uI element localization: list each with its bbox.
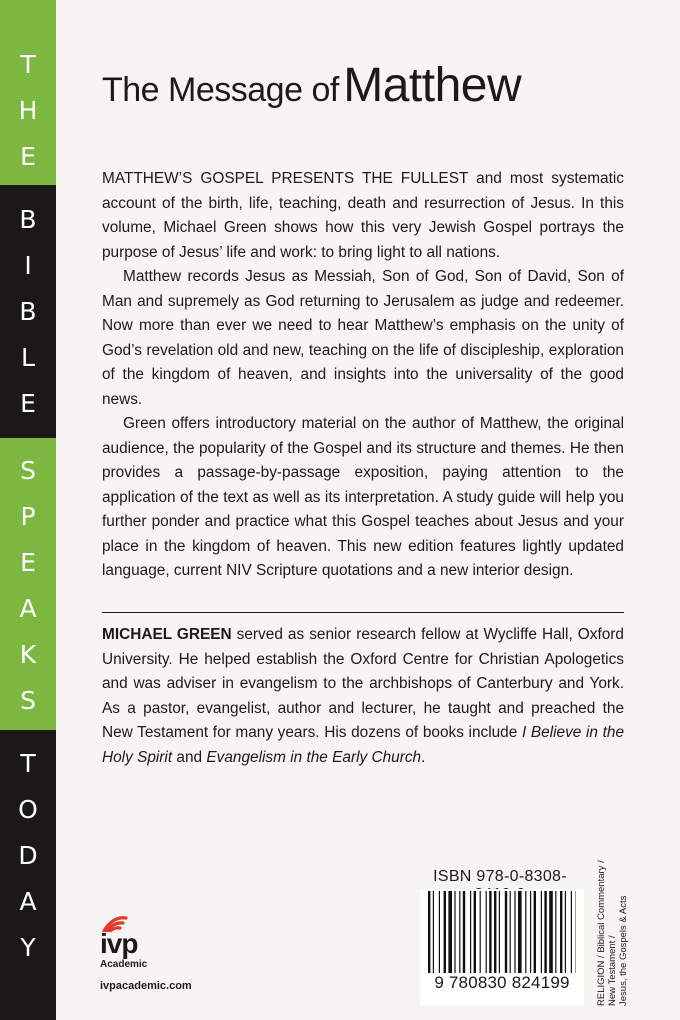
spine-letter: H — [18, 96, 38, 125]
bio-text: and — [172, 748, 207, 766]
barcode-bar — [494, 891, 496, 973]
book-reference: Evangelism in the Early Church — [206, 748, 422, 766]
publisher-imprint: Academic — [100, 959, 148, 970]
barcode-bar — [555, 891, 556, 973]
spine-letter: P — [20, 502, 36, 531]
barcode-bar — [510, 891, 511, 973]
barcode-bar — [444, 891, 446, 973]
barcode-bar — [489, 891, 491, 973]
barcode-bar — [560, 891, 562, 973]
barcode-bar — [428, 891, 430, 973]
description-paragraph: MATTHEW’S GOSPEL PRESENTS THE FULLEST and most systematic account of the birth, life, teaching, death and resurrection of Jesus. In this volume, Michael Green shows how this very Jewish Gospel portrays the purpose of Jesus’ life and work: to bring light to all nations. — [102, 170, 624, 261]
spine-letter: E — [20, 142, 36, 171]
bio-text: . — [421, 748, 426, 766]
barcode-bar — [571, 891, 572, 973]
barcode-panel — [420, 889, 584, 1005]
publisher-wordmark: ivp — [100, 928, 138, 959]
barcode-bar — [433, 891, 434, 973]
book-description — [102, 167, 624, 584]
bio-text: served as senior research fellow at Wycliffe Hall, Oxford University. He helped establish the Oxford Centre for Christian Apologetics and was adviser in evangelism to the archbishops of Canterbury and York. As a pastor, evangelist, author and lecturer, he taught and preached the New Testament for many years. His dozens of books include — [102, 626, 624, 741]
publisher-url: ivpacademic.com — [100, 980, 192, 992]
spine-letter: O — [18, 795, 38, 824]
spine-letter: Y — [20, 933, 36, 962]
spine-letter: T — [20, 50, 36, 79]
publisher-logo — [100, 912, 220, 992]
barcode-bar — [544, 891, 546, 973]
barcode-bar — [549, 891, 553, 973]
barcode-bar — [439, 891, 440, 973]
barcode-bar — [530, 891, 531, 973]
spine — [0, 0, 56, 1020]
spine-word-speaks — [0, 438, 56, 730]
barcode-bar — [541, 891, 542, 973]
book-reference: I Believe in the Holy Spirit — [102, 724, 624, 766]
spine-word-the — [0, 0, 56, 185]
category-line: New Testament / — [607, 935, 618, 1006]
spine-letter: E — [20, 389, 36, 418]
barcode-bar — [470, 891, 471, 973]
barcode-bar — [505, 891, 507, 973]
barcode-bar — [448, 891, 452, 973]
isbn-label: ISBN 978-0-8308- — [433, 868, 567, 885]
title-main: Matthew — [343, 59, 522, 112]
spine-letter: I — [24, 251, 32, 280]
spine-letter: A — [19, 594, 37, 623]
spine-word-today — [0, 730, 56, 1020]
spine-word-bible — [0, 185, 56, 438]
barcode-bar — [499, 891, 500, 973]
barcode-bar — [518, 891, 522, 973]
barcode — [428, 891, 576, 973]
category-label — [596, 860, 629, 1006]
barcode-bar — [459, 891, 460, 973]
barcode-bar — [480, 891, 481, 973]
description-paragraph: Green offers introductory material on the author of Matthew, the original audience, the popularity of the Gospel and its structure and themes. He then provides a passage-by-passage exposition, paying attention to the application of the text as well as its interpretation. A study guide will help you further ponder and practice what this Gospel teaches about Jesus and your place in the kingdom of heaven. This new edition features lightly updated language, current NIV Scripture quotations and a new interior design. — [102, 415, 624, 579]
category-line: Jesus, the Gospels & Acts — [618, 895, 629, 1006]
barcode-digits: 9 780830 824199 — [434, 973, 570, 992]
spine-letter: L — [21, 343, 35, 372]
spine-letter: B — [19, 205, 37, 234]
barcode-bar — [565, 891, 566, 973]
spine-letter: T — [20, 749, 36, 778]
spine-letter: A — [19, 887, 37, 916]
spine-letter: E — [20, 548, 36, 577]
barcode-bar — [463, 891, 465, 973]
author-bio — [102, 623, 624, 770]
barcode-bar — [474, 891, 476, 973]
author-name: MICHAEL GREEN — [102, 626, 232, 643]
divider — [102, 612, 624, 613]
barcode-bar — [454, 891, 455, 973]
barcode-bar — [514, 891, 515, 973]
barcode-bar — [486, 891, 487, 973]
barcode-bar — [534, 891, 536, 973]
spine-letter: S — [20, 686, 36, 715]
title-prefix: The Message of — [102, 71, 339, 109]
spine-letter: S — [20, 456, 36, 485]
barcode-bar — [525, 891, 526, 973]
description-paragraph: Matthew records Jesus as Messiah, Son of God, Son of David, Son of Man and supremely as God returning to Jerusalem as judge and redeemer. Now more than ever we need to hear Matthew’s emphasis on the unity of God’s revelation old and new, teaching on the life of discipleship, exploration of the kingdom of heaven, and insights into the universality of the good news. — [102, 268, 624, 408]
category-line: RELIGION / Biblical Commentary / — [596, 860, 607, 1006]
book-title — [102, 58, 521, 113]
spine-letter: K — [19, 640, 37, 669]
spine-letter: B — [19, 297, 37, 326]
spine-letter: D — [18, 841, 38, 870]
